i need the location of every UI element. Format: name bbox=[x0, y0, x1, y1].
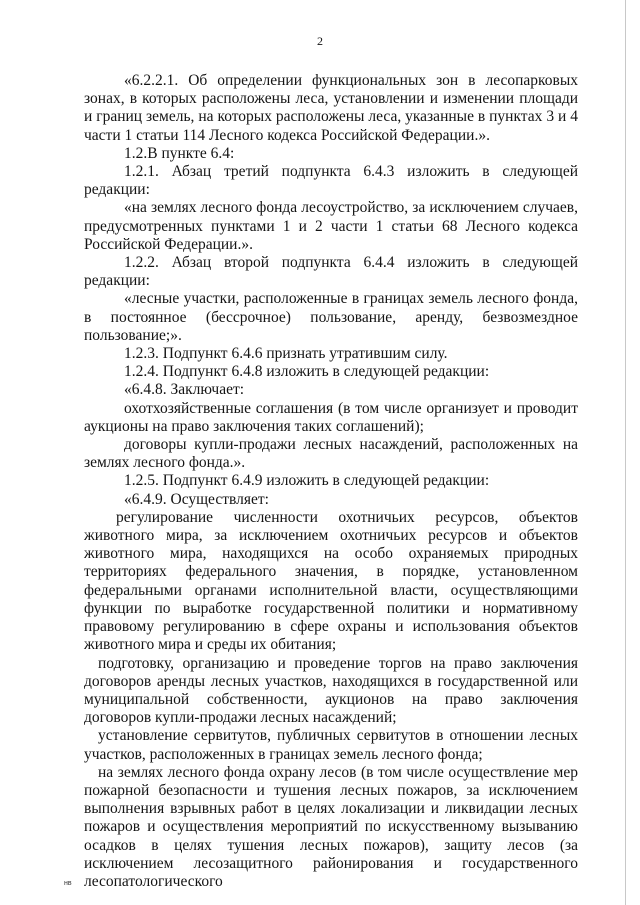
paragraph: «на землях лесного фонда лесоустройство, за исключением случаев, предусмотренных пунктами 1 и 2 части 1 статьи 68 Лесного кодекса Российской Федерации.». bbox=[84, 199, 578, 253]
paragraph: «6.4.8. Заключает: bbox=[124, 381, 245, 399]
paragraph: 1.2.В пункте 6.4: bbox=[124, 144, 235, 162]
paragraph: 1.2.5. Подпункт 6.4.9 изложить в следующей редакции: bbox=[124, 472, 490, 490]
paragraph: подготовку, организацию и проведение торгов на право заключения договоров аренды лесных участков, находящихся в государственной или муниципальной собственности, аукционов на право заключения договоров купли-продажи лесных насаждений; bbox=[84, 654, 578, 727]
footer-initials: нв bbox=[64, 880, 72, 887]
paragraph: на землях лесного фонда охрану лесов (в том числе осуществление мер пожарной безопасности и тушения лесных пожаров, за исключением выполнения взрывных работ в целях локализации и ликвидации лесных пожаров и осуществления мероприятий по искусственному вызыванию осадков в целях тушения лесных пожаров), защиту лесов (за исключением лесозащитного районирования и государственного лесопатологического bbox=[84, 763, 578, 890]
paragraph: 1.2.2. Абзац второй подпункта 6.4.4 изложить в следующей редакции: bbox=[84, 254, 578, 290]
paragraph: «6.2.2.1. Об определении функциональных зон в лесопарковых зонах, в которых расположены леса, установлении и изменении площади и границ земель, на которых расположены леса, указанные в пунктах 3 и 4 части 1 статьи 114 Лесного кодекса Российской Федерации.». bbox=[84, 72, 578, 144]
paragraph: 1.2.4. Подпункт 6.4.8 изложить в следующей редакции: bbox=[124, 363, 490, 381]
document-body bbox=[84, 72, 578, 891]
paragraph: «лесные участки, расположенные в границах земель лесного фонда, в постоянное (бессрочное) пользование, аренду, безвозмездное пользование;». bbox=[84, 290, 578, 344]
page-edge-line bbox=[625, 0, 626, 905]
paragraph: договоры купли-продажи лесных насаждений, расположенных на землях лесного фонда.». bbox=[84, 436, 578, 472]
paragraph: «6.4.9. Осуществляет: bbox=[124, 490, 269, 508]
page-number: 2 bbox=[317, 34, 323, 48]
paragraph: 1.2.1. Абзац третий подпункта 6.4.3 изложить в следующей редакции: bbox=[84, 163, 578, 199]
paragraph: 1.2.3. Подпункт 6.4.6 признать утратившим силу. bbox=[124, 345, 448, 363]
paragraph: охотхозяйственные соглашения (в том числе организует и проводит аукционы на право заключения таких соглашений); bbox=[84, 399, 578, 435]
paragraph: регулирование численности охотничьих ресурсов, объектов животного мира, за исключением охотничьих ресурсов и объектов животного мира, находящихся на особо охраняемых природных территориях федерального значения, в порядке, установленном федеральными органами исполнительной власти, осуществляющими функции по выработке государственной политики и нормативному правовому регулированию в сфере охраны и использования объектов животного мира и среды их обитания; bbox=[84, 508, 578, 654]
paragraph: установление сервитутов, публичных сервитутов в отношении лесных участков, расположенных в границах земель лесного фонда; bbox=[84, 727, 578, 763]
